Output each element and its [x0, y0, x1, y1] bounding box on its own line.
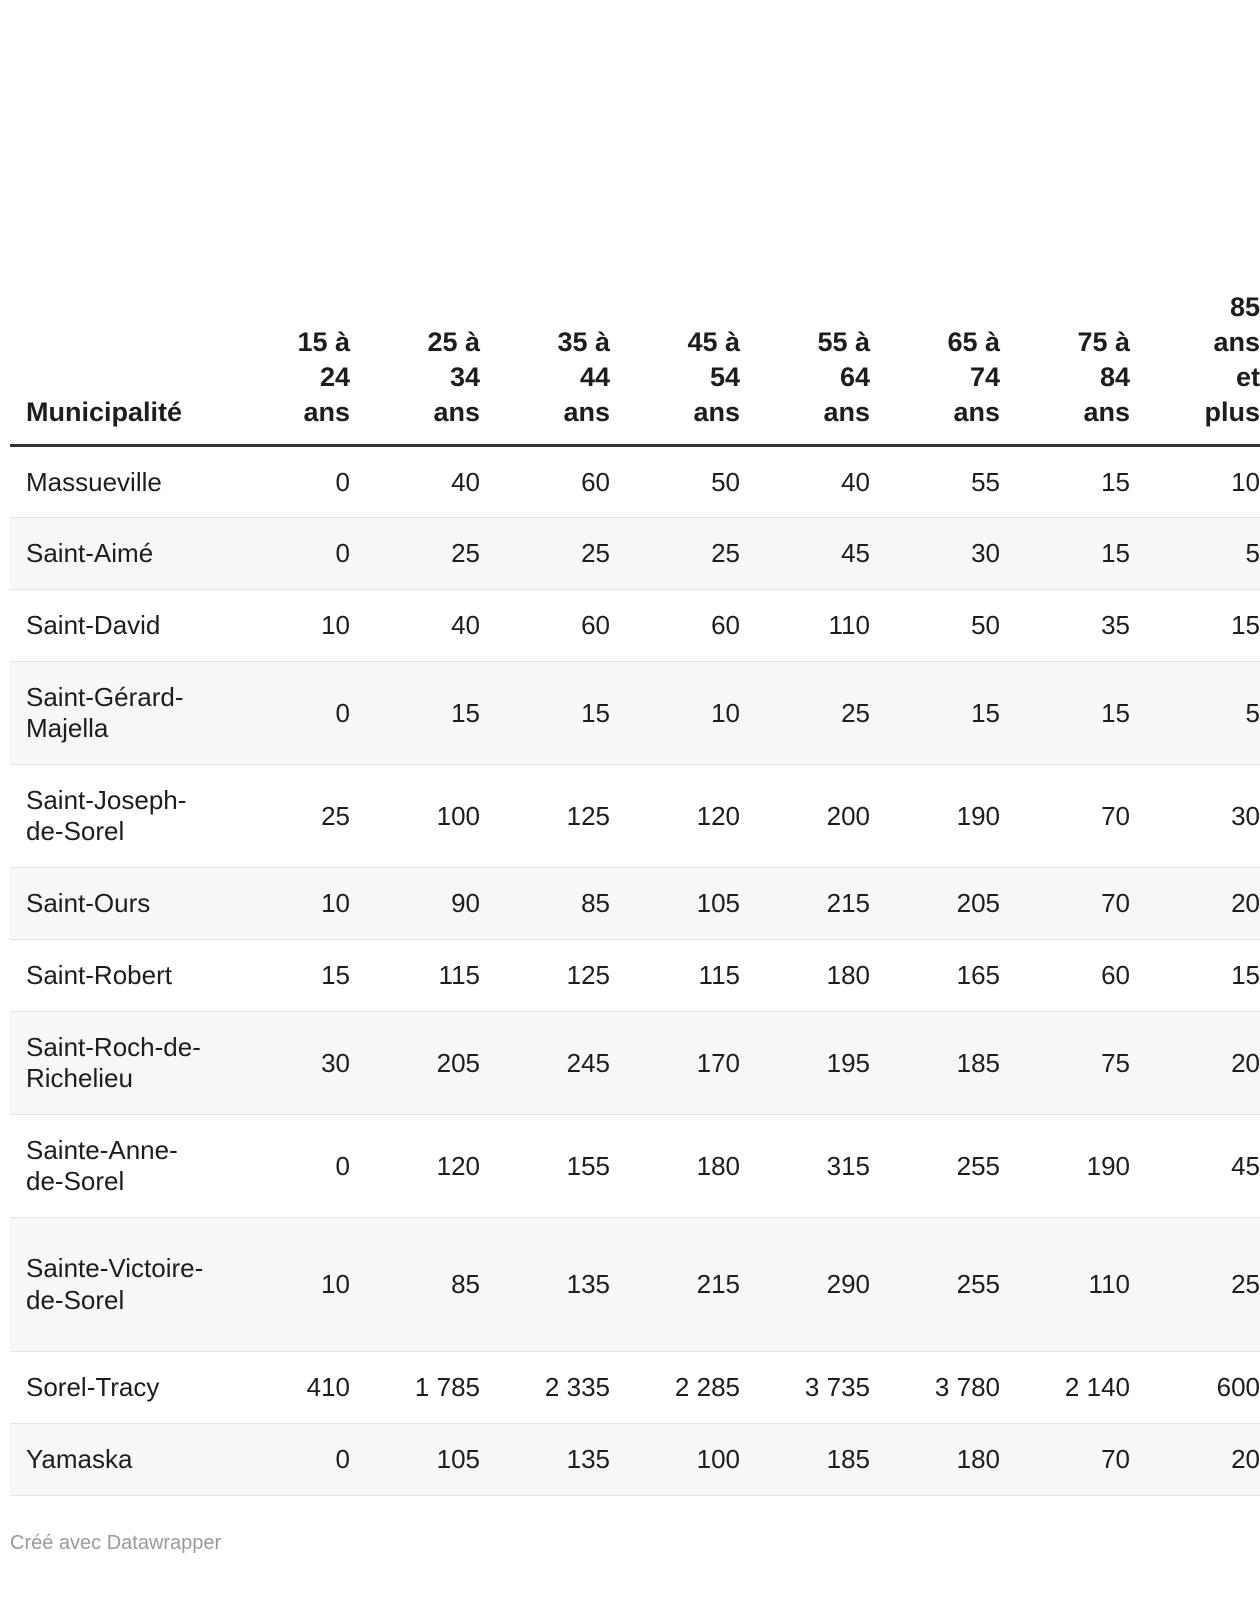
cell-municipalite: Saint-Aimé: [10, 518, 220, 590]
cell-value: 25: [1130, 1218, 1260, 1352]
cell-value: 15: [1000, 446, 1130, 518]
cell-value: 0: [220, 1115, 350, 1218]
cell-value: 0: [220, 662, 350, 765]
cell-value: 255: [870, 1218, 1000, 1352]
cell-value: 25: [350, 518, 480, 590]
cell-value: 315: [740, 1115, 870, 1218]
table-row: [10, 1218, 1260, 1352]
cell-value: 155: [480, 1115, 610, 1218]
table-row: [10, 518, 1260, 590]
column-header-age: [740, 290, 870, 446]
table-row: [10, 1352, 1260, 1424]
table-viewport: [10, 290, 1260, 1496]
table-row: [10, 662, 1260, 765]
cell-value: 205: [350, 1012, 480, 1115]
cell-municipalite: Saint-David: [10, 590, 220, 662]
cell-municipalite: Saint-Robert: [10, 940, 220, 1012]
table-row: [10, 1012, 1260, 1115]
cell-value: 2 335: [480, 1352, 610, 1424]
cell-value: 25: [220, 765, 350, 868]
cell-value: 10: [1130, 446, 1260, 518]
cell-value: 10: [220, 868, 350, 940]
cell-value: 180: [740, 940, 870, 1012]
table-header: [10, 290, 1260, 446]
cell-value: 15: [870, 662, 1000, 765]
column-header-age: [870, 290, 1000, 446]
cell-value: 5: [1130, 662, 1260, 765]
cell-value: 15: [1130, 940, 1260, 1012]
column-header-label: 25 à 34 ans: [427, 327, 480, 428]
cell-value: 15: [1130, 590, 1260, 662]
cell-municipalite: Saint-Ours: [10, 868, 220, 940]
table-row: [10, 1424, 1260, 1496]
cell-value: 15: [480, 662, 610, 765]
cell-value: 50: [870, 590, 1000, 662]
cell-value: 70: [1000, 765, 1130, 868]
cell-value: 2 140: [1000, 1352, 1130, 1424]
cell-value: 245: [480, 1012, 610, 1115]
cell-value: 3 780: [870, 1352, 1000, 1424]
column-header-label: 15 à 24 ans: [297, 327, 350, 428]
cell-value: 25: [610, 518, 740, 590]
cell-value: 90: [350, 868, 480, 940]
cell-value: 30: [1130, 765, 1260, 868]
cell-value: 410: [220, 1352, 350, 1424]
cell-value: 180: [870, 1424, 1000, 1496]
cell-value: 0: [220, 446, 350, 518]
cell-value: 185: [740, 1424, 870, 1496]
cell-value: 110: [1000, 1218, 1130, 1352]
cell-value: 30: [870, 518, 1000, 590]
cell-value: 135: [480, 1218, 610, 1352]
cell-value: 190: [1000, 1115, 1130, 1218]
cell-municipalite: Yamaska: [10, 1424, 220, 1496]
cell-value: 20: [1130, 1424, 1260, 1496]
cell-value: 100: [350, 765, 480, 868]
cell-value: 135: [480, 1424, 610, 1496]
cell-value: 15: [1000, 662, 1130, 765]
cell-value: 55: [870, 446, 1000, 518]
cell-value: 205: [870, 868, 1000, 940]
cell-value: 60: [480, 446, 610, 518]
cell-value: 105: [610, 868, 740, 940]
cell-value: 20: [1130, 868, 1260, 940]
cell-value: 15: [220, 940, 350, 1012]
column-header-age: [1000, 290, 1130, 446]
cell-value: 110: [740, 590, 870, 662]
column-header-municipalite: Municipalité: [10, 290, 220, 446]
column-header-label: 35 à 44 ans: [557, 327, 610, 428]
cell-value: 60: [1000, 940, 1130, 1012]
cell-value: 30: [220, 1012, 350, 1115]
table-body: [10, 446, 1260, 1496]
cell-value: 170: [610, 1012, 740, 1115]
cell-value: 3 735: [740, 1352, 870, 1424]
cell-municipalite: Sainte-Victoire-de-Sorel: [10, 1218, 220, 1352]
cell-municipalite: Sainte-Anne-de-Sorel: [10, 1115, 220, 1218]
cell-value: 40: [740, 446, 870, 518]
table-row: [10, 868, 1260, 940]
column-header-label: 45 à 54 ans: [687, 327, 740, 428]
cell-value: 200: [740, 765, 870, 868]
cell-value: 1 785: [350, 1352, 480, 1424]
cell-value: 85: [350, 1218, 480, 1352]
column-header-age: [350, 290, 480, 446]
cell-value: 25: [740, 662, 870, 765]
cell-value: 125: [480, 765, 610, 868]
cell-value: 115: [350, 940, 480, 1012]
column-header-label: 65 à 74 ans: [947, 327, 1000, 428]
header-row: [10, 290, 1260, 446]
cell-value: 0: [220, 1424, 350, 1496]
cell-municipalite: Massueville: [10, 446, 220, 518]
cell-value: 45: [1130, 1115, 1260, 1218]
cell-value: 100: [610, 1424, 740, 1496]
table-row: [10, 446, 1260, 518]
cell-municipalite: Saint-Joseph-de-Sorel: [10, 765, 220, 868]
cell-value: 115: [610, 940, 740, 1012]
cell-value: 10: [610, 662, 740, 765]
table-row: [10, 940, 1260, 1012]
table-row: [10, 590, 1260, 662]
cell-value: 40: [350, 590, 480, 662]
cell-value: 15: [350, 662, 480, 765]
column-header-label: 55 à 64 ans: [817, 327, 870, 428]
cell-value: 255: [870, 1115, 1000, 1218]
cell-municipalite: Sorel-Tracy: [10, 1352, 220, 1424]
cell-municipalite: Saint-Roch-de-Richelieu: [10, 1012, 220, 1115]
column-header-age: [220, 290, 350, 446]
cell-municipalite: Saint-Gérard-Majella: [10, 662, 220, 765]
cell-value: 75: [1000, 1012, 1130, 1115]
cell-value: 190: [870, 765, 1000, 868]
cell-value: 40: [350, 446, 480, 518]
cell-value: 10: [220, 590, 350, 662]
cell-value: 290: [740, 1218, 870, 1352]
footer-credit: Créé avec Datawrapper: [10, 1532, 222, 1554]
cell-value: 600: [1130, 1352, 1260, 1424]
cell-value: 60: [610, 590, 740, 662]
data-table: [10, 290, 1260, 1496]
table-row: [10, 1115, 1260, 1218]
cell-value: 185: [870, 1012, 1000, 1115]
cell-value: 45: [740, 518, 870, 590]
cell-value: 165: [870, 940, 1000, 1012]
cell-value: 120: [350, 1115, 480, 1218]
cell-value: 85: [480, 868, 610, 940]
cell-value: 105: [350, 1424, 480, 1496]
column-header-age: [480, 290, 610, 446]
column-header-label: 85 ans et plus: [1204, 292, 1260, 428]
cell-value: 20: [1130, 1012, 1260, 1115]
cell-value: 0: [220, 518, 350, 590]
cell-value: 35: [1000, 590, 1130, 662]
cell-value: 125: [480, 940, 610, 1012]
cell-value: 2 285: [610, 1352, 740, 1424]
cell-value: 70: [1000, 868, 1130, 940]
cell-value: 195: [740, 1012, 870, 1115]
column-header-label: 75 à 84 ans: [1077, 327, 1130, 428]
cell-value: 180: [610, 1115, 740, 1218]
cell-value: 50: [610, 446, 740, 518]
table-row: [10, 765, 1260, 868]
cell-value: 10: [220, 1218, 350, 1352]
cell-value: 215: [740, 868, 870, 940]
cell-value: 70: [1000, 1424, 1130, 1496]
cell-value: 60: [480, 590, 610, 662]
cell-value: 25: [480, 518, 610, 590]
cell-value: 5: [1130, 518, 1260, 590]
cell-value: 120: [610, 765, 740, 868]
column-header-age: [1130, 290, 1260, 446]
cell-value: 215: [610, 1218, 740, 1352]
column-header-age: [610, 290, 740, 446]
cell-value: 15: [1000, 518, 1130, 590]
